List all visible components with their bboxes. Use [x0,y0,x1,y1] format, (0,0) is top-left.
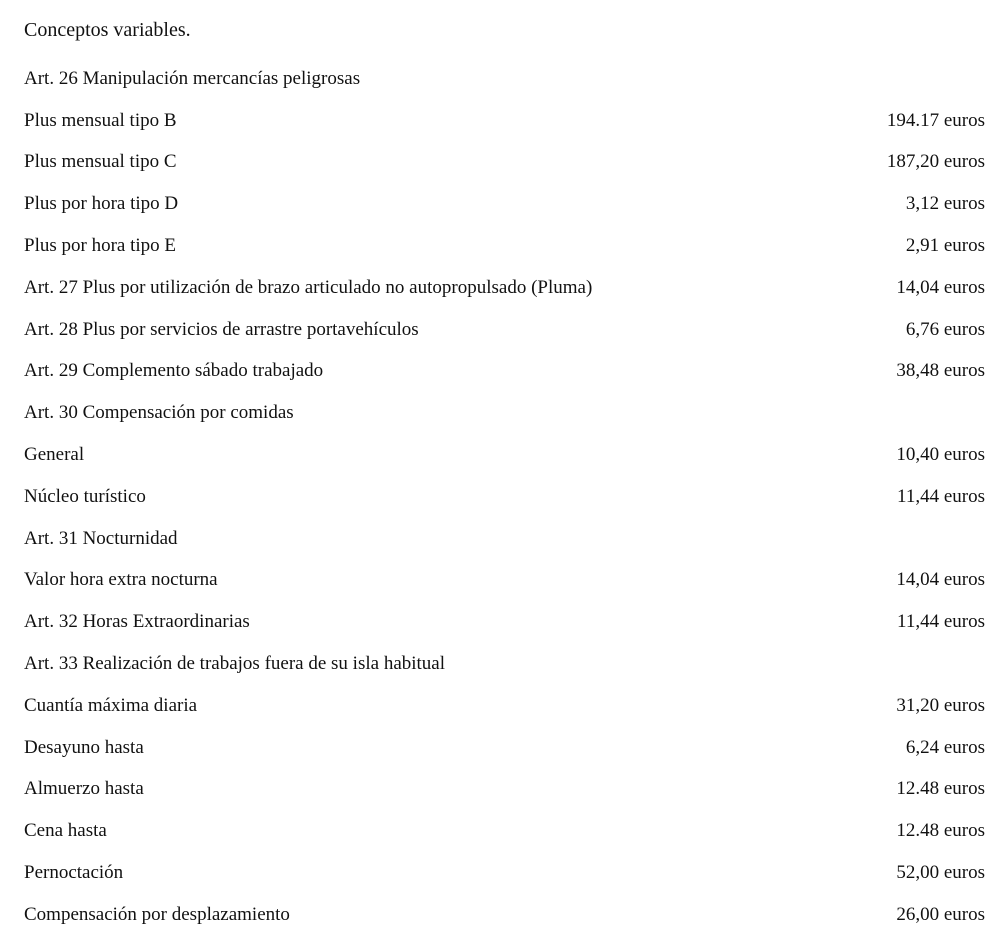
concept-label: Pernoctación [24,862,124,884]
section-heading: Conceptos variables. [24,19,191,41]
concept-row [24,267,985,309]
concept-row [24,183,985,225]
concept-row [24,894,985,936]
concept-value: 31,20 euros [896,694,985,716]
concept-label: Art. 29 Complemento sábado trabajado [24,360,324,382]
concept-value: 10,40 euros [896,444,985,466]
concept-value: 38,48 euros [896,360,985,382]
concept-label: Art. 33 Realización de trabajos fuera de su isla habitual [24,653,446,675]
concept-value: 12.48 euros [896,778,985,800]
concept-row [24,852,985,894]
concept-label: Art. 32 Horas Extraordinarias [24,611,250,633]
concept-value: 6,24 euros [905,736,985,758]
concept-row [24,769,985,811]
concept-value: 14,04 euros [896,276,985,298]
concept-row [24,685,985,727]
concept-row [24,309,985,351]
concept-row [24,100,985,142]
concept-label: Cena hasta [24,820,107,842]
concept-row [24,142,985,184]
concept-label: Compensación por desplazamiento [24,903,290,925]
concept-row [24,225,985,267]
concept-row [24,810,985,852]
concept-label: Almuerzo hasta [24,778,144,800]
concept-row [24,392,985,434]
concept-row [24,351,985,393]
concept-row [24,727,985,769]
concepts-list [24,58,985,936]
concept-label: Art. 28 Plus por servicios de arrastre portavehículos [24,318,419,340]
concept-row [24,643,985,685]
concept-value: 6,76 euros [905,318,985,340]
concept-value: 2,91 euros [905,235,985,257]
concept-label: Plus mensual tipo B [24,109,177,131]
concept-label: Art. 26 Manipulación mercancías peligrosas [24,67,361,89]
concept-row [24,476,985,518]
concept-row [24,601,985,643]
concept-label: Plus mensual tipo C [24,151,177,173]
concept-value: 3,12 euros [905,193,985,215]
concept-value: 187,20 euros [886,151,985,173]
concept-value: 52,00 euros [896,862,985,884]
concept-value: 11,44 euros [897,485,985,507]
concept-value: 14,04 euros [896,569,985,591]
concept-value: 12.48 euros [896,820,985,842]
concept-row [24,560,985,602]
concept-row [24,434,985,476]
concept-label: General [24,444,85,466]
concept-label: Desayuno hasta [24,736,144,758]
concept-label: Núcleo turístico [24,485,146,507]
concept-label: Valor hora extra nocturna [24,569,218,591]
concept-value: 26,00 euros [896,903,985,925]
concept-row [24,518,985,560]
concept-value: 11,44 euros [897,611,985,633]
concept-label: Art. 31 Nocturnidad [24,527,178,549]
concept-label: Art. 27 Plus por utilización de brazo articulado no autopropulsado (Pluma) [24,276,593,298]
concept-label: Art. 30 Compensación por comidas [24,402,294,424]
concept-label: Cuantía máxima diaria [24,694,198,716]
concept-label: Plus por hora tipo D [24,193,179,215]
concept-row [24,58,985,100]
concept-label: Plus por hora tipo E [24,235,176,257]
concept-value: 194.17 euros [886,109,985,131]
